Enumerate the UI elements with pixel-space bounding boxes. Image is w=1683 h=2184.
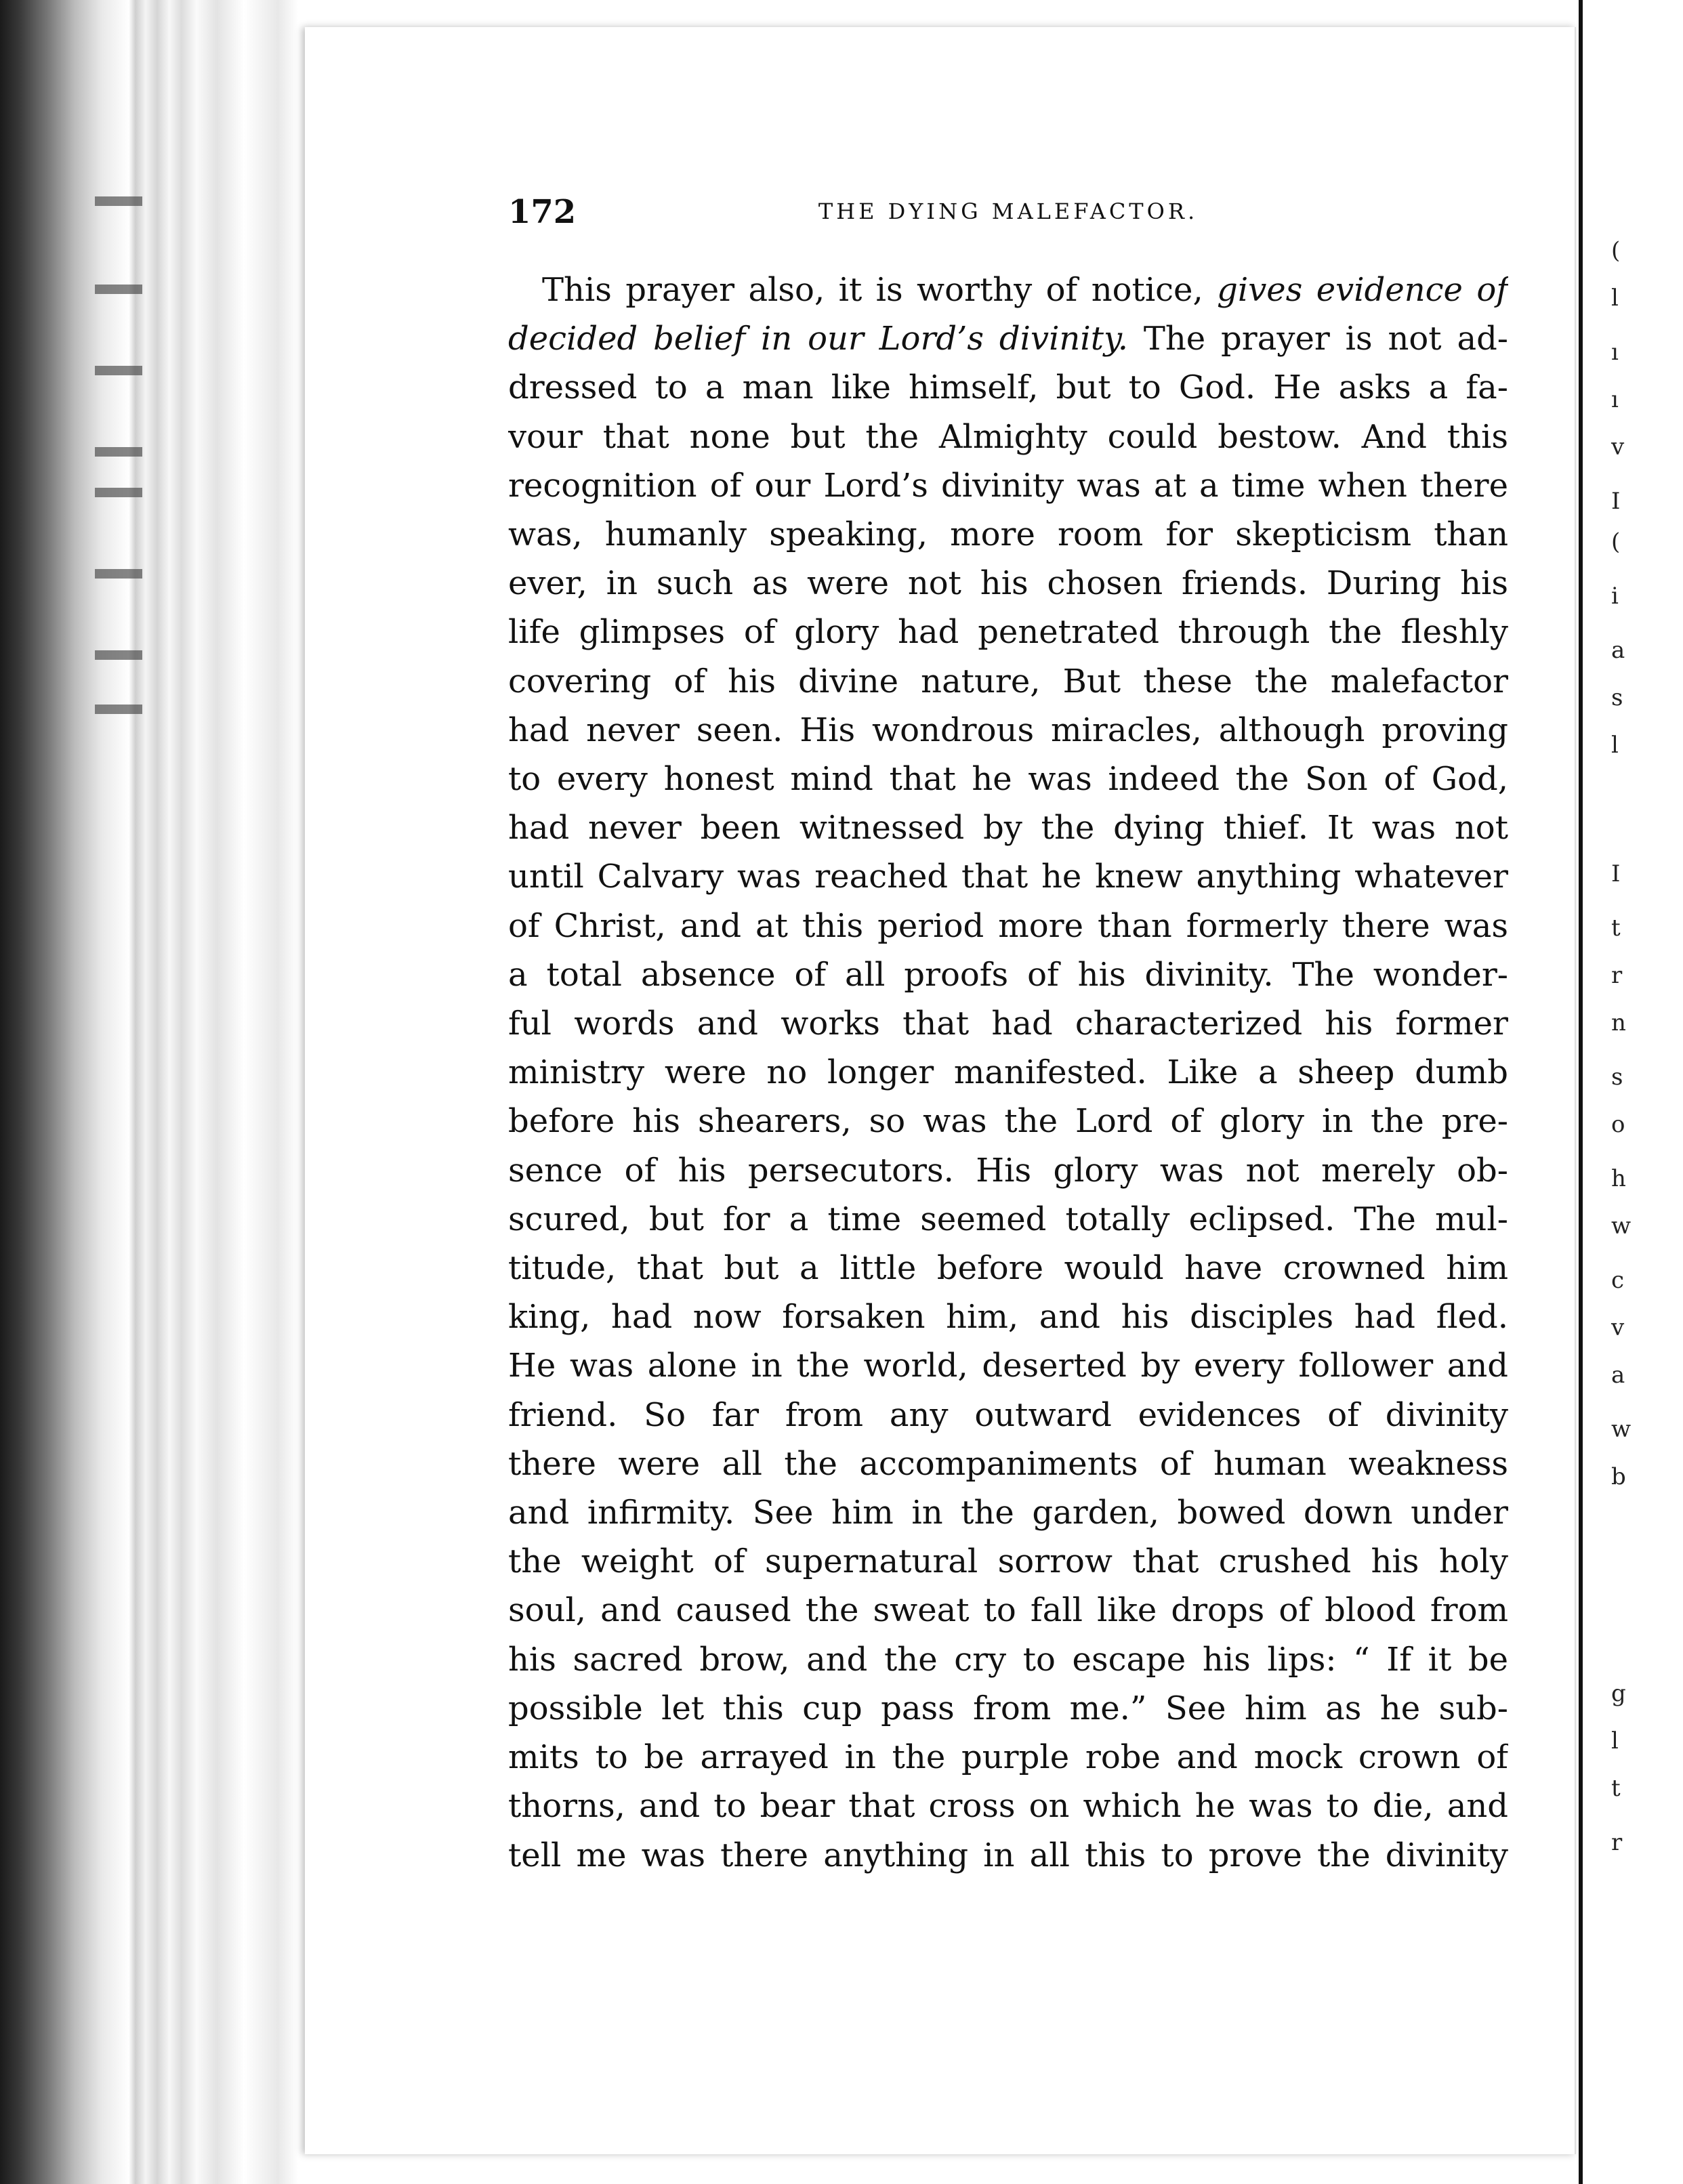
facing-page-fragment: v — [1611, 1314, 1625, 1341]
text-line: recognition of our Lord’s divinity was at a time when there — [508, 466, 1508, 505]
facing-page-fragment: r — [1611, 962, 1623, 989]
book-page-edges — [0, 0, 305, 2184]
facing-page-fragment: c — [1611, 1267, 1625, 1294]
text-line: king, had now forsaken him, and his disciples had fled. — [508, 1298, 1508, 1337]
facing-page-fragment: t — [1611, 1775, 1621, 1802]
facing-page-fragment: i — [1611, 583, 1619, 610]
edge-mark — [95, 196, 142, 206]
facing-page-fragment: l — [1611, 732, 1619, 759]
edge-mark — [95, 285, 142, 294]
text-line: the weight of supernatural sorrow that crushed his holy — [508, 1542, 1508, 1581]
facing-page-fragment: n — [1611, 1009, 1626, 1036]
text-line: soul, and caused the sweat to fall like drops of blood from — [508, 1591, 1508, 1630]
edge-mark — [95, 569, 142, 579]
text-line: before his shearers, so was the Lord of glory in the pre- — [508, 1102, 1508, 1141]
text-line: had never seen. His wondrous miracles, although proving — [508, 711, 1508, 749]
book-page — [305, 27, 1576, 2154]
running-title: THE DYING MALEFACTOR. — [818, 198, 1199, 224]
facing-page-fragment: ( — [1611, 528, 1621, 555]
facing-page-fragment: o — [1611, 1111, 1625, 1138]
facing-page-fragment: b — [1611, 1463, 1626, 1490]
text-line: covering of his divine nature, But these the malefactor — [508, 662, 1508, 700]
body-text — [508, 266, 1508, 1880]
text-line: mits to be arrayed in the purple robe and mock crown of — [508, 1738, 1508, 1777]
text-line: was, humanly speaking, more room for skepticism than — [508, 516, 1508, 554]
text-line: his sacred brow, and the cry to escape his lips: “ If it be — [508, 1640, 1508, 1679]
text-line: and infirmity. See him in the garden, bowed down under — [508, 1494, 1508, 1532]
facing-page-fragment: ı — [1611, 386, 1619, 413]
text-line: decided belief in our Lord’s divinity. The prayer is not ad- — [508, 320, 1508, 358]
facing-page-fragment: h — [1611, 1165, 1626, 1192]
text-line: tell me was there anything in all this to prove the divinity — [508, 1836, 1508, 1874]
text-line: possible let this cup pass from me.” See him as he sub- — [508, 1689, 1508, 1727]
page-number: 172 — [508, 193, 577, 231]
facing-page-fragment: a — [1611, 1362, 1625, 1389]
facing-page-fragment: s — [1611, 1064, 1623, 1091]
facing-page-fragment: t — [1611, 915, 1621, 942]
edge-mark — [95, 447, 142, 457]
facing-page-fragment: ( — [1611, 237, 1621, 264]
facing-page-fragment: ı — [1611, 339, 1619, 366]
text-line: dressed to a man like himself, but to God. He asks a fa- — [508, 369, 1508, 407]
text-line: friend. So far from any outward evidences of divinity — [508, 1395, 1508, 1434]
text-line: a total absence of all proofs of his divinity. The wonder- — [508, 955, 1508, 994]
text-line: life glimpses of glory had penetrated through the fleshly — [508, 613, 1508, 652]
text-line: ful words and works that had characterized his former — [508, 1005, 1508, 1043]
text-line: titude, that but a little before would have crowned him — [508, 1249, 1508, 1288]
facing-page-fragment: I — [1611, 488, 1621, 515]
text-line: had never been witnessed by the dying thief. It was not — [508, 809, 1508, 847]
facing-page-fragment: w — [1611, 1213, 1632, 1240]
facing-page-fragment: l — [1611, 285, 1619, 312]
text-line: sence of his persecutors. His glory was not merely ob- — [508, 1151, 1508, 1190]
facing-page-fragment: s — [1611, 684, 1623, 711]
text-line: He was alone in the world, deserted by every follower and — [508, 1347, 1508, 1385]
page-header — [508, 166, 1508, 247]
facing-page-fragment: I — [1611, 860, 1621, 887]
facing-page-fragment: g — [1611, 1680, 1626, 1707]
facing-page-fragment: r — [1611, 1829, 1623, 1856]
text-line: thorns, and to bear that cross on which he was to die, and — [508, 1787, 1508, 1826]
text-line: This prayer also, it is worthy of notice, gives evidence of — [542, 271, 1508, 309]
facing-page-fragment: l — [1611, 1727, 1619, 1755]
text-line: of Christ, and at this period more than formerly there was — [508, 906, 1508, 945]
text-line: vour that none but the Almighty could bestow. And this — [508, 417, 1508, 456]
text-line: ministry were no longer manifested. Like a sheep dumb — [508, 1053, 1508, 1092]
edge-mark — [95, 650, 142, 660]
edge-mark — [95, 366, 142, 375]
text-line: there were all the accompaniments of human weakness — [508, 1444, 1508, 1483]
text-line: until Calvary was reached that he knew anything whatever — [508, 858, 1508, 896]
text-line: scured, but for a time seemed totally eclipsed. The mul- — [508, 1200, 1508, 1238]
edge-mark — [95, 488, 142, 497]
facing-page-fragment: a — [1611, 637, 1625, 664]
facing-page-fragment: w — [1611, 1416, 1632, 1443]
facing-page-edge — [1579, 0, 1683, 2184]
text-line: to every honest mind that he was indeed the Son of God, — [508, 760, 1508, 799]
edge-mark — [95, 705, 142, 714]
text-line: ever, in such as were not his chosen friends. During his — [508, 564, 1508, 603]
facing-page-fragment: v — [1611, 434, 1625, 461]
